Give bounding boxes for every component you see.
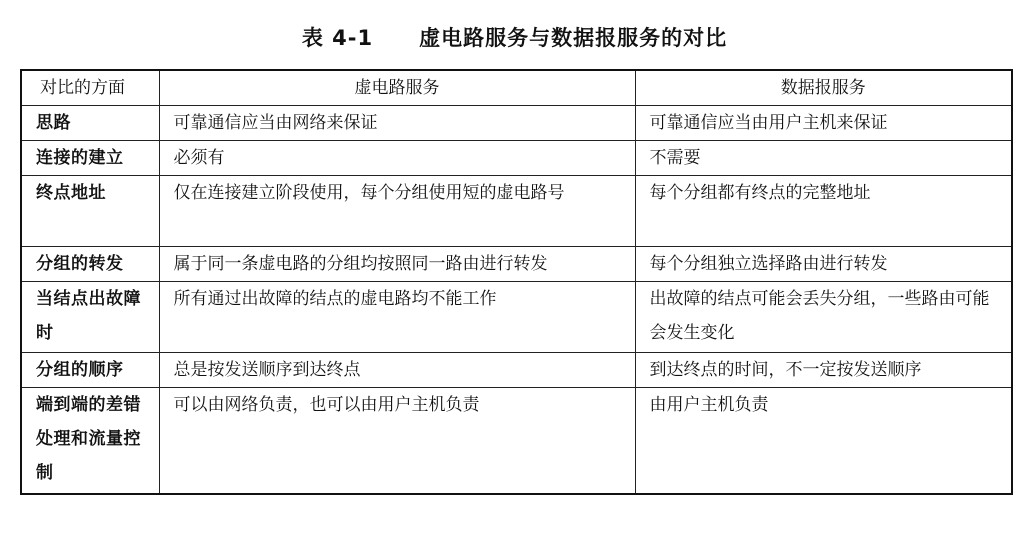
datagram-cell: 出故障的结点可能会丢失分组，一些路由可能会发生变化	[635, 282, 1012, 353]
aspect-cell: 分组的顺序	[21, 353, 159, 388]
table-row	[21, 176, 1012, 247]
datagram-cell: 每个分组独立选择路由进行转发	[635, 247, 1012, 282]
table-caption	[0, 22, 1029, 52]
virtual-circuit-cell: 所有通过出故障的结点的虚电路均不能工作	[159, 282, 635, 353]
table-row	[21, 106, 1012, 141]
datagram-cell: 每个分组都有终点的完整地址	[635, 176, 1012, 247]
aspect-cell: 端到端的差错处理和流量控制	[21, 388, 159, 495]
datagram-cell: 由用户主机负责	[635, 388, 1012, 495]
datagram-cell: 不需要	[635, 141, 1012, 176]
aspect-cell: 终点地址	[21, 176, 159, 247]
table-row	[21, 141, 1012, 176]
aspect-cell: 思路	[21, 106, 159, 141]
virtual-circuit-cell: 总是按发送顺序到达终点	[159, 353, 635, 388]
comparison-table	[20, 69, 1013, 495]
aspect-cell: 分组的转发	[21, 247, 159, 282]
datagram-cell: 到达终点的时间，不一定按发送顺序	[635, 353, 1012, 388]
header-virtual-circuit: 虚电路服务	[159, 70, 635, 106]
virtual-circuit-cell: 必须有	[159, 141, 635, 176]
table-number: 表 4-1	[301, 26, 374, 50]
virtual-circuit-cell: 属于同一条虚电路的分组均按照同一路由进行转发	[159, 247, 635, 282]
virtual-circuit-cell: 可靠通信应当由网络来保证	[159, 106, 635, 141]
table-row	[21, 247, 1012, 282]
aspect-cell: 连接的建立	[21, 141, 159, 176]
header-datagram: 数据报服务	[635, 70, 1012, 106]
datagram-cell: 可靠通信应当由用户主机来保证	[635, 106, 1012, 141]
table-row	[21, 388, 1012, 495]
virtual-circuit-cell: 可以由网络负责，也可以由用户主机负责	[159, 388, 635, 495]
table-row	[21, 353, 1012, 388]
header-aspect: 对比的方面	[21, 70, 159, 106]
aspect-cell: 当结点出故障时	[21, 282, 159, 353]
header-row	[21, 70, 1012, 106]
table-title: 虚电路服务与数据报服务的对比	[419, 26, 728, 50]
table-row	[21, 282, 1012, 353]
virtual-circuit-cell: 仅在连接建立阶段使用，每个分组使用短的虚电路号	[159, 176, 635, 247]
